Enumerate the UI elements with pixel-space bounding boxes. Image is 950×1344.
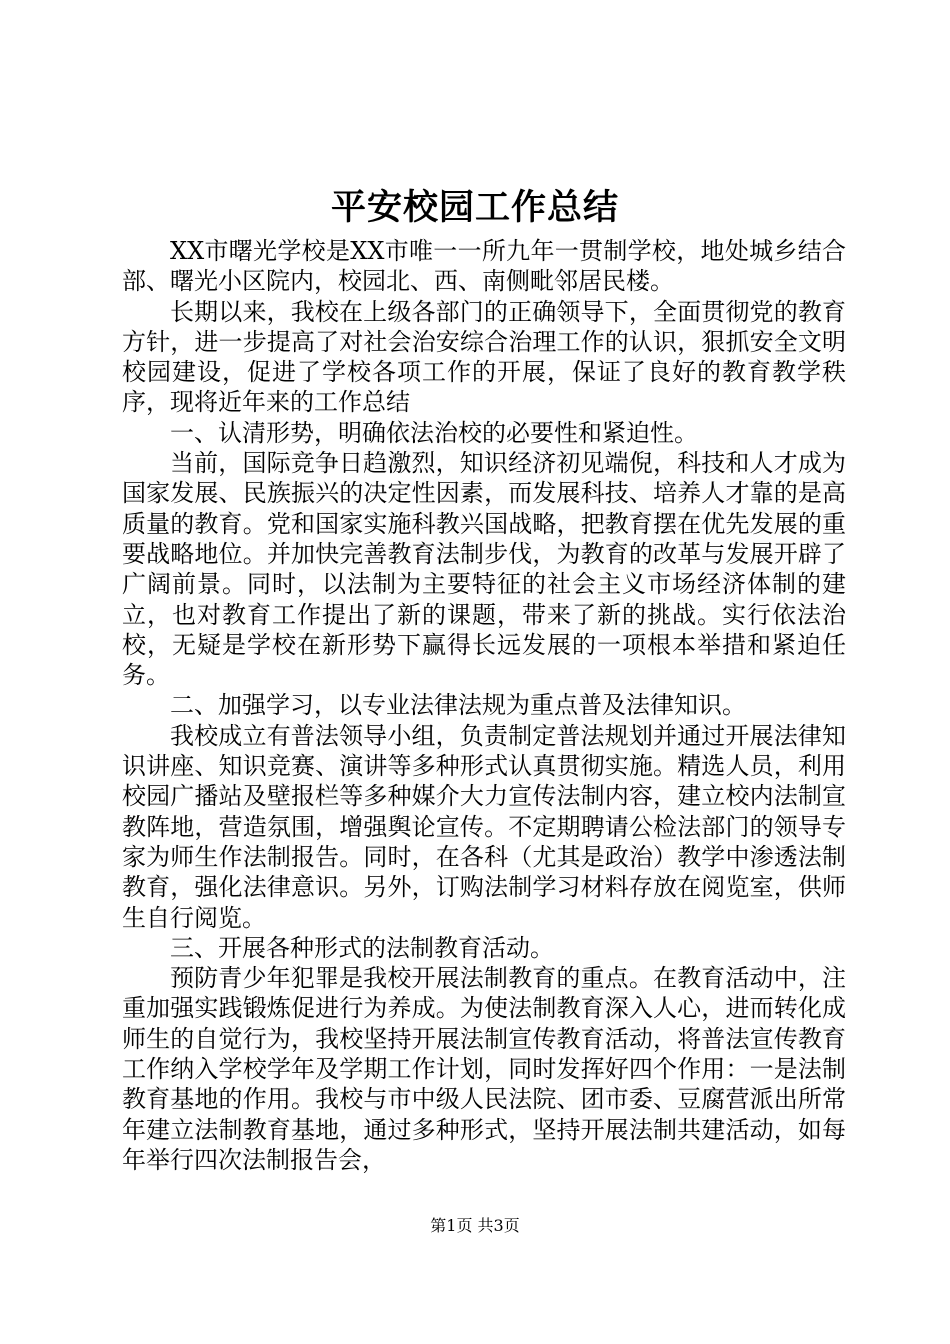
paragraph-intro: XX市曙光学校是XX市唯一一所九年一贯制学校，地处城乡结合部、曙光小区院内，校园北、西、南侧毗邻居民楼。	[122, 237, 846, 296]
section-heading-1: 一、认清形势，明确依法治校的必要性和紧迫性。	[170, 418, 698, 447]
paragraph-section-3: 预防青少年犯罪是我校开展法制教育的重点。在教育活动中，注重加强实践锻炼促进行为养成。为使法制教育深入人心，进而转化成师生的自觉行为，我校坚持开展法制宣传教育活动，将普法宣传教育工作纳入学校学年及学期工作计划，同时发挥好四个作用：一是法制教育基地的作用。我校与市中级人民法院、团市委、豆腐营派出所常年建立法制教育基地，通过多种形式，坚持开展法制共建活动，如每年举行四次法制报告会，	[122, 964, 846, 1174]
paragraph-overview: 长期以来，我校在上级各部门的正确领导下，全面贯彻党的教育方针，进一步提高了对社会治安综合治理工作的认识，狠抓安全文明校园建设，促进了学校各项工作的开展，保证了良好的教育教学秩序，现将近年来的工作总结	[122, 297, 846, 417]
paragraph-section-2: 我校成立有普法领导小组，负责制定普法规划并通过开展法律知识讲座、知识竞赛、演讲等多种形式认真贯彻实施。精选人员，利用校园广播站及壁报栏等多种媒介大力宣传法制内容，建立校内法制宣教阵地，营造氛围，增强舆论宣传。不定期聘请公检法部门的领导专家为师生作法制报告。同时，在各科（尤其是政治）教学中渗透法制教育，强化法律意识。另外，订购法制学习材料存放在阅览室，供师生自行阅览。	[122, 721, 846, 932]
section-heading-3: 三、开展各种形式的法制教育活动。	[170, 933, 554, 962]
page-footer: 第1页 共3页	[430, 1216, 520, 1235]
document-body	[122, 236, 846, 1175]
section-heading-2: 二、加强学习，以专业法律法规为重点普及法律知识。	[170, 691, 746, 720]
document-title: 平安校园工作总结	[330, 187, 619, 228]
paragraph-section-1: 当前，国际竞争日趋激烈，知识经济初见端倪，科技和人才成为国家发展、民族振兴的决定性因素，而发展科技、培养人才靠的是高质量的教育。党和国家实施科教兴国战略，把教育摆在优先发展的重要战略地位。并加快完善教育法制步伐，为教育的改革与发展开辟了广阔前景。同时，以法制为主要特征的社会主义市场经济体制的建立，也对教育工作提出了新的课题，带来了新的挑战。实行依法治校，无疑是学校在新形势下赢得长远发展的一项根本举措和紧迫任务。	[122, 449, 846, 690]
